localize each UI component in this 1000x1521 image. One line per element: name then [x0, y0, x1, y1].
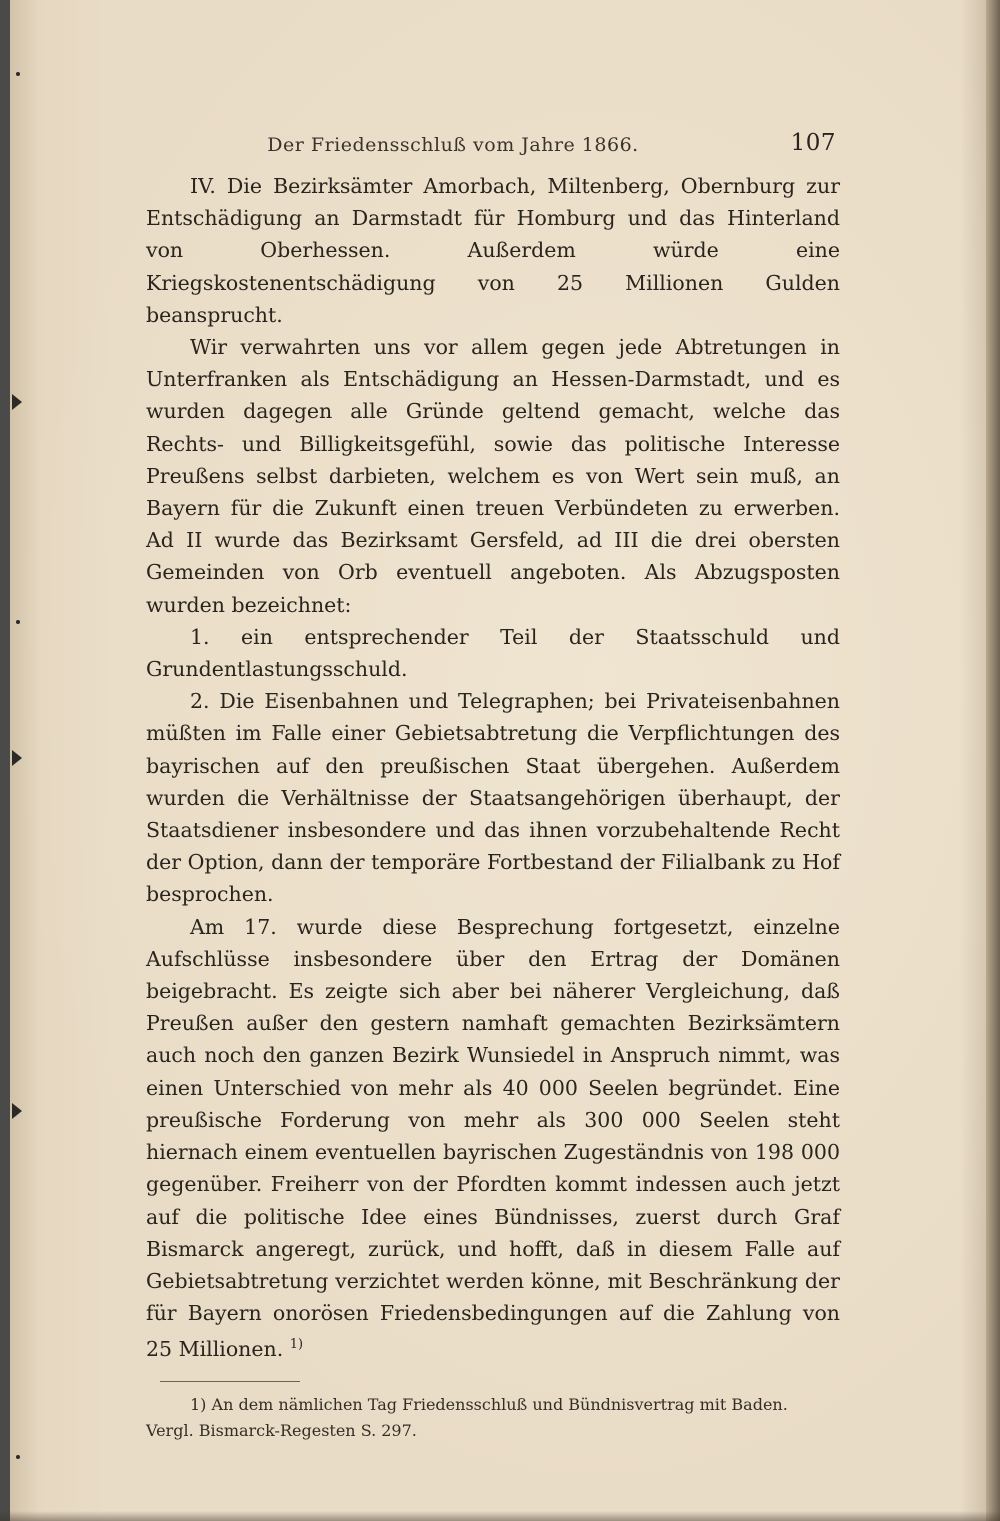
- paragraph: [146, 911, 840, 1366]
- book-spine: [0, 0, 10, 1521]
- paragraph: Wir verwahrten uns vor allem gegen jede Abtretungen in Unterfranken als Entschädigung an Hessen-Darmstadt, und es wurden dagegen alle Gründe geltend gemacht, welche das Rechts- und Billigkeitsgefühl, sowie das politische Interesse Preußens selbst darbieten, welchem es von Wert sein muß, an Bayern für die Zukunft einen treuen Verbündeten zu erwerben. Ad II wurde das Bezirksamt Gersfeld, ad III die drei obersten Gemeinden von Orb eventuell angeboten. Als Abzugsposten wurden bezeichnet:: [146, 335, 840, 617]
- page-edge: [986, 0, 1000, 1521]
- running-title: Der Friedensschluß vom Jahre 1866.: [267, 134, 639, 156]
- margin-mark: [16, 1455, 20, 1459]
- paragraph: 1. ein entsprechender Teil der Staatsschuld und Grundentlastungsschuld.: [146, 624, 840, 682]
- page-number: 107: [790, 130, 836, 156]
- page-bottom-shadow: [0, 1511, 1000, 1521]
- text-column: [146, 130, 840, 1444]
- running-header: [146, 130, 840, 170]
- paragraph-text: Am 17. wurde diese Besprechung fortgesetzt, einzelne Aufschlüsse insbesondere über den Ertrag der Domänen beigebracht. Es zeigte sich aber bei näherer Vergleichung, daß Preußen außer den gestern namhaft gemachten Bezirksämtern auch noch den ganzen Bezirk Wunsiedel in Anspruch nimmt, was einen Unterschied von mehr als 40 000 Seelen begründet. Eine preußische Forderung von mehr als 300 000 Seelen steht hiernach einem eventuellen bayrischen Zugeständnis von 198 000 gegenüber. Freiherr von der Pfordten kommt indessen auch jetzt auf die politische Idee eines Bündnisses, zuerst durch Graf Bismarck angeregt, zurück, und hofft, daß in diesem Falle auf Gebietsabtretung verzichtet werden könne, mit Beschränkung der für Bayern onorösen Friedensbedingungen auf die Zahlung von 25 Millionen.: [146, 914, 840, 1362]
- margin-mark: [16, 620, 20, 624]
- footnote-area: [146, 1392, 840, 1444]
- footnote: 1) An dem nämlichen Tag Friedensschluß und Bündnisvertrag mit Baden. Vergl. Bismarck-Regesten S. 297.: [146, 1395, 788, 1441]
- footnote-reference: 1): [289, 1337, 304, 1353]
- footnote-divider: [160, 1381, 300, 1382]
- paragraph: IV. Die Bezirksämter Amorbach, Miltenberg, Obernburg zur Entschädigung an Darmstadt für Homburg und das Hinterland von Oberhessen. Außerdem würde eine Kriegskostenentschädigung von 25 Millionen Gulden beansprucht.: [146, 174, 840, 327]
- margin-tab-mark: [12, 750, 22, 766]
- margin-tab-mark: [12, 394, 22, 410]
- paragraph: 2. Die Eisenbahnen und Telegraphen; bei Privateisenbahnen müßten im Falle einer Gebietsabtretung die Verpflichtungen des bayrischen auf den preußischen Staat übergehen. Außerdem wurden die Verhältnisse der Staatsangehörigen überhaupt, der Staatsdiener insbesondere und das ihnen vorzubehaltende Recht der Option, dann der temporäre Fortbestand der Filialbank zu Hof besprochen.: [146, 689, 840, 907]
- margin-tab-mark: [12, 1103, 22, 1119]
- margin-mark: [16, 72, 20, 76]
- body-text: [146, 170, 840, 1365]
